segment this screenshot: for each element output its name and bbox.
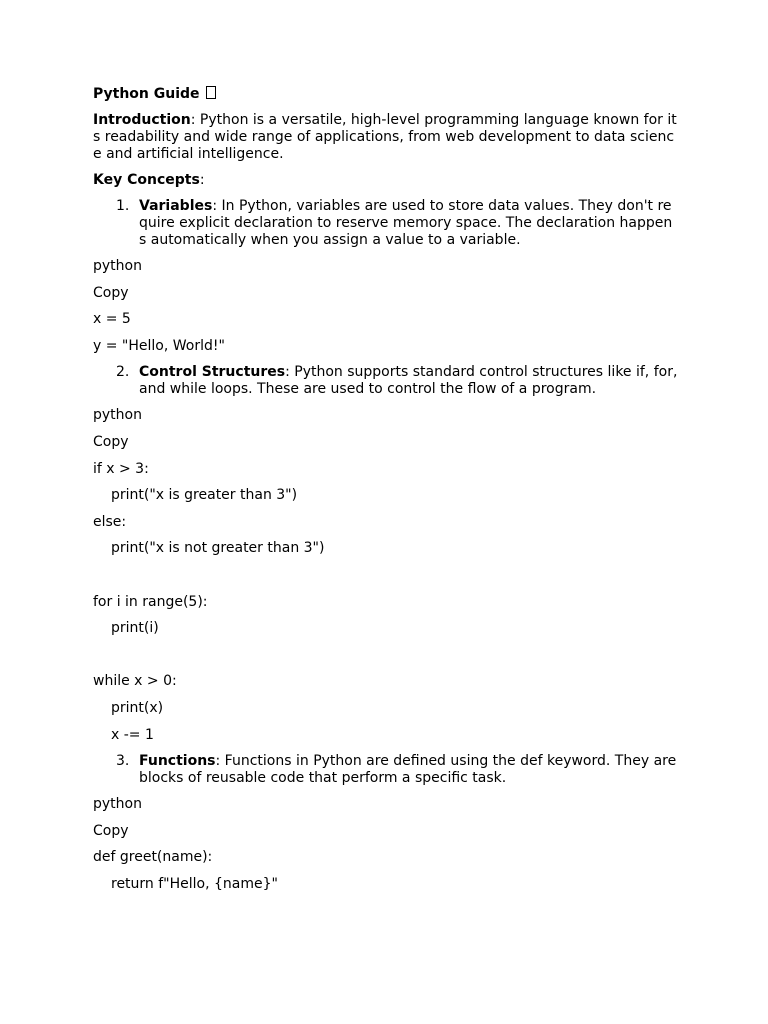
code-language-label: python [93, 796, 142, 813]
intro-text: : Python is a versatile, high-level programming language known for its readability and wide range of applications, from web development to data science and artificial intelligence. [93, 112, 677, 162]
list-item-control-structures [93, 364, 678, 398]
code-line: return f"Hello, {name}" [111, 875, 278, 892]
list-item-functions [93, 753, 678, 787]
list-number: 2. [116, 364, 130, 381]
code-line: while x > 0: [93, 673, 177, 690]
code-line: if x > 3: [93, 460, 149, 477]
item-text: : In Python, variables are used to store data values. They don't require explicit declaration to reserve memory space. The declaration happens automatically when you assign a value to a variable. [139, 198, 673, 248]
blank-line [93, 567, 678, 584]
document-page [93, 86, 678, 902]
code-line: for i in range(5): [93, 593, 208, 610]
code-line: print("x is not greater than 3") [111, 540, 325, 557]
code-language-label: python [93, 407, 142, 424]
list-number: 3. [116, 753, 130, 770]
item-label: Functions [139, 753, 216, 770]
code-line: print(i) [111, 620, 159, 637]
code-line: x -= 1 [111, 726, 154, 743]
copy-button[interactable]: Copy [93, 433, 129, 450]
item-text: : Python supports standard control structures like if, for, and while loops. These are used to control the flow of a program. [139, 364, 678, 398]
copy-button[interactable]: Copy [93, 822, 129, 839]
copy-button[interactable]: Copy [93, 284, 129, 301]
document-title [93, 86, 678, 103]
blank-line [93, 647, 678, 664]
intro-paragraph [93, 112, 678, 163]
code-line: print(x) [111, 699, 164, 716]
missing-glyph-icon [206, 86, 216, 99]
code-language-label: python [93, 258, 142, 274]
code-line: print("x is greater than 3") [111, 487, 298, 504]
list-item-variables [93, 198, 678, 249]
code-line: y = "Hello, World!" [93, 337, 225, 354]
item-label: Control Structures [139, 364, 286, 381]
key-concepts-heading [93, 172, 678, 189]
key-concepts-label: Key Concepts [93, 172, 200, 188]
intro-label: Introduction [93, 112, 191, 128]
item-label: Variables [139, 198, 213, 214]
title-text: Python Guide [93, 86, 200, 102]
code-line: def greet(name): [93, 849, 213, 866]
code-line: else: [93, 513, 127, 530]
item-text: : Functions in Python are defined using the def keyword. They are blocks of reusable code that perform a specific task. [139, 753, 677, 787]
list-number: 1. [116, 198, 130, 214]
code-line: x = 5 [93, 311, 131, 328]
key-concepts-colon: : [199, 172, 205, 188]
